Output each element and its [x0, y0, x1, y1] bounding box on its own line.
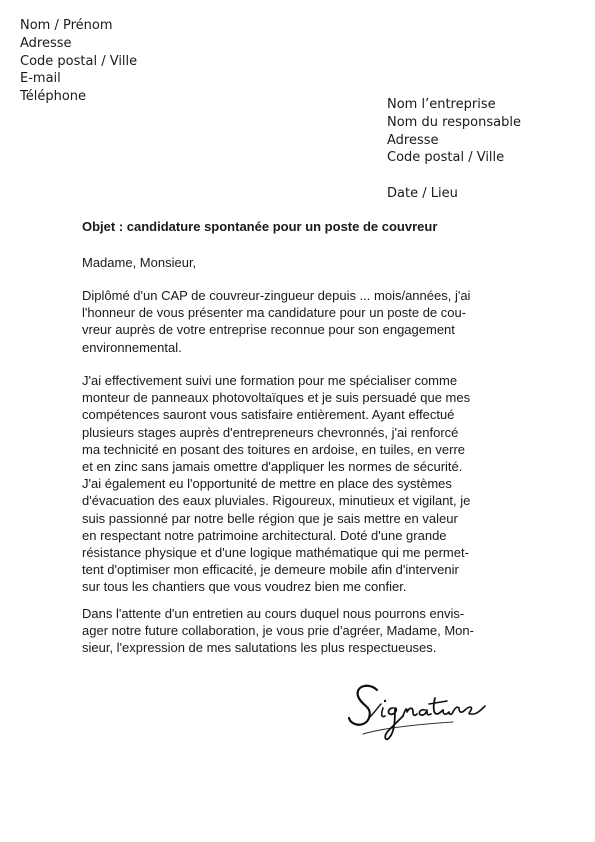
text-line: et en zinc sans jamais omettre d'appliquer les normes de sécurité. — [82, 459, 463, 475]
text-line: résistance physique et d'une logique mathématique qui me permet- — [82, 545, 469, 561]
text-line: J'ai également eu l'opportunité de mettre en place des systèmes — [82, 476, 452, 492]
recipient-manager: Nom du responsable — [387, 114, 521, 130]
text-line: d'évacuation des eaux pluviales. Rigoureux, minutieux et vigilant, je — [82, 493, 471, 509]
sender-name: Nom / Prénom — [20, 18, 113, 33]
text-line: J'ai effectivement suivi une formation pour me spécialiser comme — [82, 373, 458, 388]
text-line: sur tous les chantiers que vous voudrez bien me confier. — [82, 579, 407, 595]
text-line: ma technicité en posant des toitures en ardoise, en tuiles, en verre — [82, 441, 465, 457]
text-line: vreur auprès de votre entreprise reconnue pour son engagement — [82, 322, 455, 338]
sender-address-block — [20, 17, 137, 106]
text-line: tent d'optimiser mon efficacité, je demeure mobile afin d'intervenir — [82, 562, 459, 578]
paragraph-experience — [82, 372, 470, 596]
text-line: compétences sauront vous satisfaire entièrement. Ayant effectué — [82, 407, 455, 423]
sender-email: E-mail — [20, 71, 61, 87]
salutation: Madame, Monsieur, — [82, 255, 197, 270]
recipient-postal-city: Code postal / Ville — [387, 150, 505, 166]
sender-address: Adresse — [20, 35, 72, 51]
recipient-address: Adresse — [387, 132, 439, 148]
text-line: plusieurs stages auprès d'entrepreneurs chevronnés, j'ai renforcé — [82, 424, 459, 440]
date-place: Date / Lieu — [387, 186, 458, 201]
text-line: l'honneur de vous présenter ma candidature pour un poste de cou- — [82, 305, 467, 321]
signature-drawing — [343, 676, 491, 748]
text-line: monteur de panneaux photovoltaïques et je suis persuadé que mes — [82, 390, 471, 406]
handwritten-signature — [343, 676, 491, 748]
text-line: ager notre future collaboration, je vous prie d'agréer, Madame, Mon- — [82, 623, 474, 639]
text-line: Diplômé d'un CAP de couvreur-zingueur depuis ... mois/années, j'ai — [82, 288, 471, 303]
text-line: suis passionné par notre belle région que je sais mettre en valeur — [82, 510, 458, 526]
sender-phone: Téléphone — [20, 89, 87, 105]
letter-subject: Objet : candidature spontanée pour un poste de couvreur — [82, 219, 438, 234]
recipient-company: Nom l’entreprise — [387, 97, 496, 112]
text-line: sieur, l'expression de mes salutations les plus respectueuses. — [82, 640, 437, 656]
text-line: environnemental. — [82, 339, 182, 355]
text-line: en respectant notre patrimoine architectural. Doté d'une grande — [82, 527, 447, 543]
sender-postal-city: Code postal / Ville — [20, 53, 138, 69]
text-line: Dans l'attente d'un entretien au cours duquel nous pourrons envis- — [82, 606, 465, 621]
paragraph-intro — [82, 287, 470, 356]
paragraph-closing — [82, 605, 474, 657]
recipient-address-block — [387, 96, 521, 167]
